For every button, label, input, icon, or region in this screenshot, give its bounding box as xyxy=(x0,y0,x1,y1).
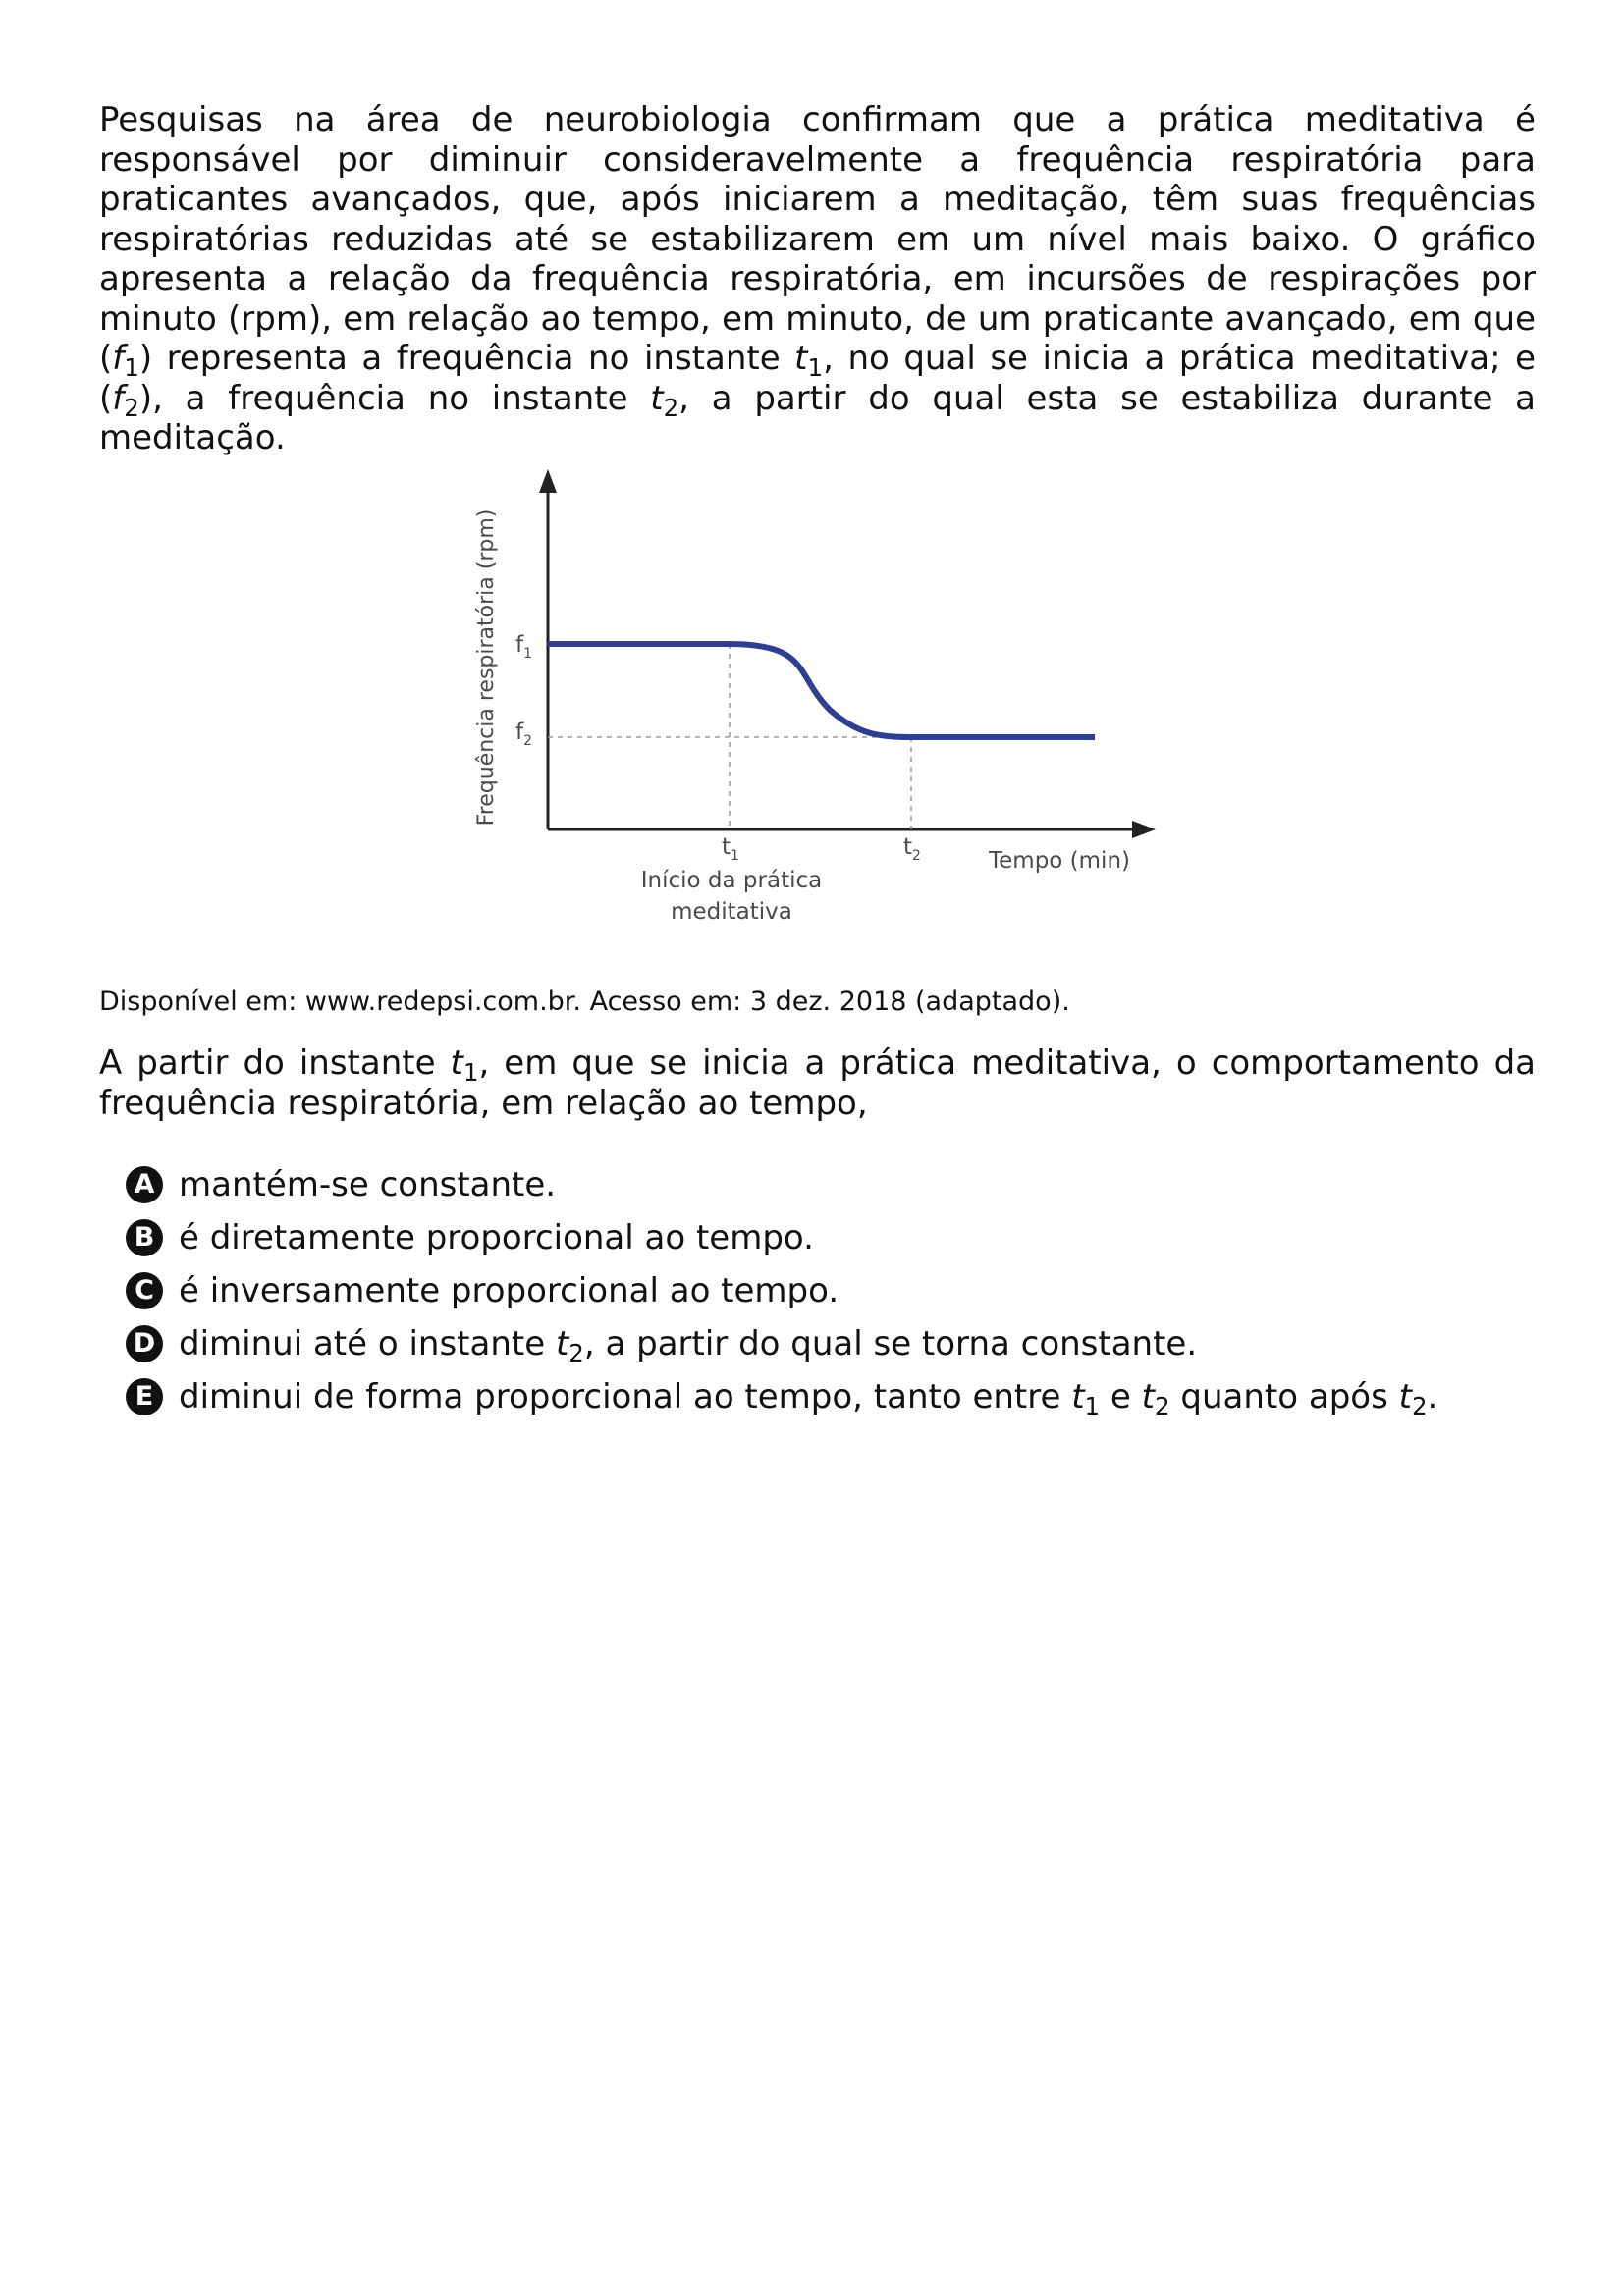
f2-symbol: $f_2$ xyxy=(112,378,139,422)
y-axis-label: Frequência respiratória (rpm) xyxy=(474,508,499,827)
source-citation: Disponível em: www.redepsi.com.br. Acesso em: 3 dez. 2018 (adaptado). xyxy=(99,987,1070,1017)
option-e-badge[interactable]: E xyxy=(126,1378,163,1415)
option-a-text: mantém-se constante. xyxy=(179,1165,557,1204)
question-text-1: A partir do instante xyxy=(99,1043,451,1083)
t2-symbol: $t_2$ xyxy=(650,378,679,422)
answer-options xyxy=(126,1158,1437,1423)
intro-text-1: Pesquisas na área de neurobiologia confirmam que a prática meditativa é responsável por diminuir consideravelmente a frequência respiratória para praticantes avançados, que, após iniciarem a meditação, têm suas frequências respiratórias reduzidas até se estabilizarem em um nível mais baixo. O gráfico apresenta a relação da frequência respiratória, em incursões de respirações por minuto (rpm), em relação ao tempo, em minuto, de um praticante avançado, em que ( xyxy=(99,100,1536,378)
t1-symbol: $t_1$ xyxy=(794,339,824,382)
annotation-line-2: meditativa xyxy=(671,899,792,925)
x-axis-arrowhead xyxy=(1132,821,1156,838)
y-tick-f1: $f_1$ xyxy=(515,632,533,662)
intro-text-3: , no qual se inicia a prática meditativa; e ( xyxy=(99,339,1536,418)
option-c[interactable] xyxy=(126,1264,1437,1317)
y-axis-arrowhead xyxy=(539,469,557,493)
frequency-curve xyxy=(548,644,1095,737)
option-d-badge[interactable]: D xyxy=(126,1325,163,1362)
option-b-text: é diretamente proporcional ao tempo. xyxy=(179,1218,814,1257)
intro-text-2: ) representa a frequência no instante xyxy=(138,339,795,378)
question-text-2: , em que se inicia a prática meditativa, o comportamento da frequência respiratória, em relação ao tempo, xyxy=(99,1043,1536,1123)
f1-symbol: $f_1$ xyxy=(112,339,139,382)
x-tick-t2: $t_2$ xyxy=(903,834,921,864)
option-e-text: diminui de forma proporcional ao tempo, tanto entre $t_1$ e $t_2$ quanto após $t_2$. xyxy=(179,1377,1438,1420)
option-a[interactable] xyxy=(126,1158,1437,1211)
respiratory-frequency-chart xyxy=(457,459,1164,940)
question-stem xyxy=(99,1043,1536,1123)
option-e[interactable] xyxy=(126,1370,1437,1423)
option-c-text: é inversamente proporcional ao tempo. xyxy=(179,1271,839,1310)
intro-text-5: , a partir do qual esta se estabiliza durante a meditação. xyxy=(99,378,1536,457)
intro-text-4: ), a frequência no instante xyxy=(138,378,651,418)
option-b-badge[interactable]: B xyxy=(126,1219,163,1256)
option-b[interactable] xyxy=(126,1211,1437,1264)
option-c-badge[interactable]: C xyxy=(126,1272,163,1309)
y-tick-f2: $f_2$ xyxy=(515,720,533,749)
x-axis-label: Tempo (min) xyxy=(989,848,1130,874)
option-d[interactable] xyxy=(126,1317,1437,1370)
option-a-badge[interactable]: A xyxy=(126,1166,163,1203)
option-d-text: diminui até o instante $t_2$, a partir do qual se torna constante. xyxy=(179,1324,1198,1367)
annotation-line-1: Início da prática xyxy=(640,868,823,893)
x-tick-t1: $t_1$ xyxy=(722,834,739,864)
intro-paragraph xyxy=(99,100,1536,458)
question-t1-symbol: $t_1$ xyxy=(450,1043,479,1087)
